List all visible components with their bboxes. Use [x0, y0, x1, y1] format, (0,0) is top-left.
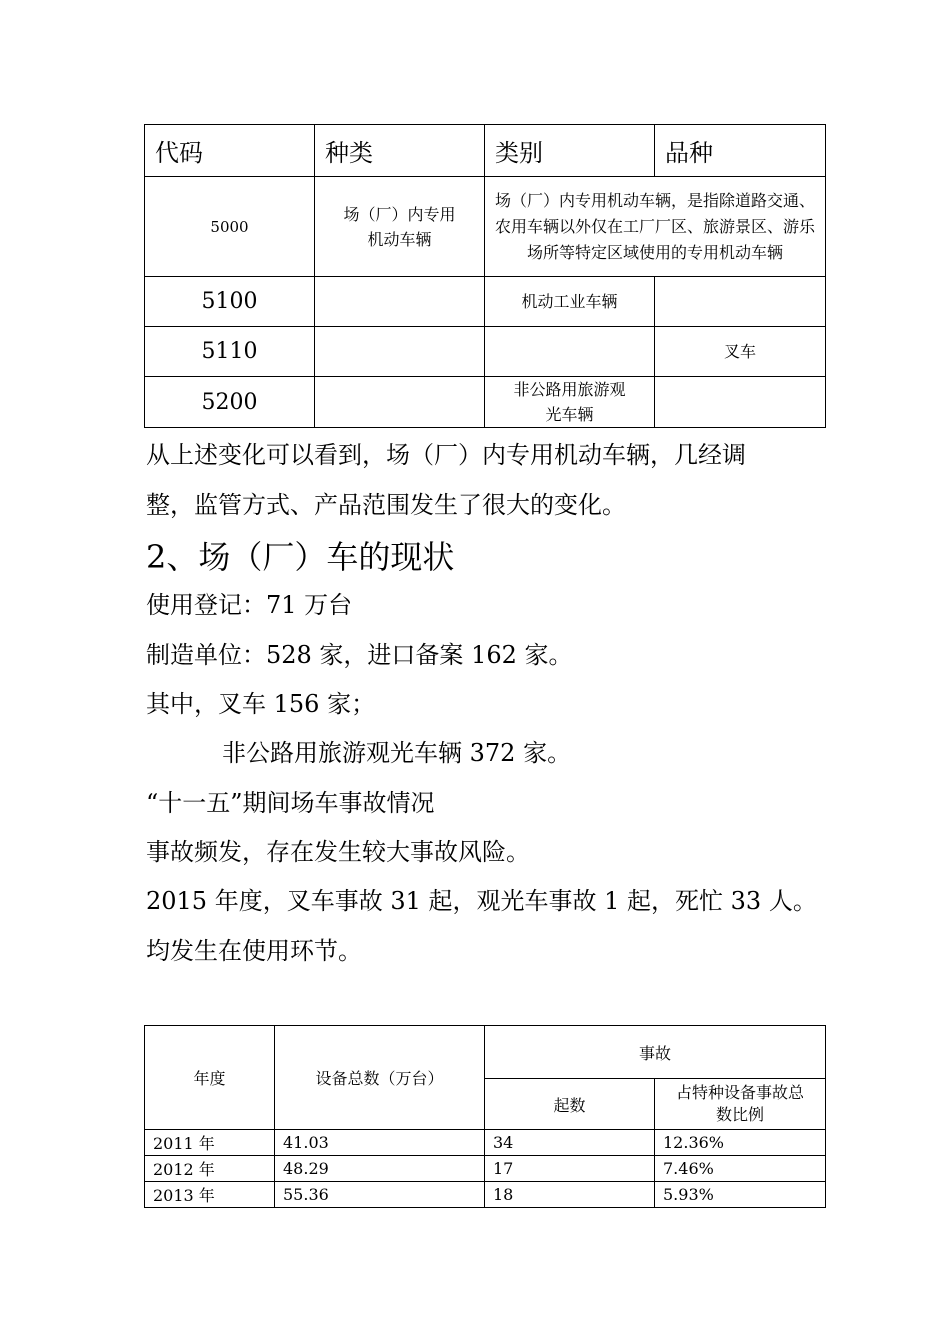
header-category: 类别 [485, 125, 655, 177]
cell-count: 18 [485, 1182, 655, 1208]
usage-line: 均发生在使用环节。 [146, 937, 362, 965]
cell-ratio: 5.93% [655, 1182, 826, 1208]
table-row [145, 177, 826, 277]
cell-year: 2013 年 [145, 1182, 275, 1208]
table-row [145, 1182, 826, 1208]
cell-kind [315, 277, 485, 327]
header-accident: 事故 [485, 1026, 826, 1079]
cell-year: 2012 年 [145, 1156, 275, 1182]
forklift-line: 其中，叉车 156 家； [146, 690, 376, 718]
paragraph-line: 整，监管方式、产品范围发生了很大的变化。 [146, 491, 626, 519]
cell-count: 34 [485, 1130, 655, 1156]
tour-vehicle-line: 非公路用旅游观光车辆 372 家。 [222, 739, 572, 767]
manufacturer-line: 制造单位：528 家，进口备案 162 家。 [146, 641, 573, 669]
cell-variety [655, 377, 826, 428]
header-ratio: 占特种设备事故总数比例 [655, 1079, 826, 1130]
cell-total: 48.29 [275, 1156, 485, 1182]
table-row [145, 1130, 826, 1156]
year-2015-line: 2015 年度，叉车事故 31 起，观光车事故 1 起，死忙 33 人。 [146, 887, 817, 915]
cell-code: 5110 [145, 327, 315, 377]
paragraph-line: 从上述变化可以看到，场（厂）内专用机动车辆，几经调 [146, 441, 746, 469]
cell-total: 55.36 [275, 1182, 485, 1208]
header-kind: 种类 [315, 125, 485, 177]
cell-kind [315, 377, 485, 428]
cell-code: 5200 [145, 377, 315, 428]
accident-table [144, 1025, 826, 1208]
cell-year: 2011 年 [145, 1130, 275, 1156]
cell-kind [315, 327, 485, 377]
cell-kind: 场（厂）内专用机动车辆 [315, 177, 485, 277]
registration-line: 使用登记：71 万台 [146, 591, 353, 619]
table-row [145, 277, 826, 327]
table-header-row [145, 1026, 826, 1079]
table-header-row [145, 125, 826, 177]
header-code: 代码 [145, 125, 315, 177]
cell-category: 非公路用旅游观光车辆 [485, 377, 655, 428]
table-row [145, 327, 826, 377]
cell-code: 5100 [145, 277, 315, 327]
cell-total: 41.03 [275, 1130, 485, 1156]
header-year: 年度 [145, 1026, 275, 1130]
header-variety: 品种 [655, 125, 826, 177]
cell-ratio: 12.36% [655, 1130, 826, 1156]
cell-category [485, 327, 655, 377]
header-count: 起数 [485, 1079, 655, 1130]
cell-code: 5000 [145, 177, 315, 277]
risk-line: 事故频发，存在发生较大事故风险。 [146, 838, 530, 866]
table-row [145, 377, 826, 428]
cell-count: 17 [485, 1156, 655, 1182]
vehicle-code-table [144, 124, 826, 428]
table-row [145, 1156, 826, 1182]
section-heading: 2、场（厂）车的现状 [146, 538, 455, 576]
period-line: “十一五”期间场车事故情况 [146, 789, 435, 817]
cell-variety: 叉车 [655, 327, 826, 377]
cell-category: 机动工业车辆 [485, 277, 655, 327]
cell-ratio: 7.46% [655, 1156, 826, 1182]
cell-variety [655, 277, 826, 327]
header-total: 设备总数（万台） [275, 1026, 485, 1130]
cell-category: 场（厂）内专用机动车辆，是指除道路交通、农用车辆以外仅在工厂厂区、旅游景区、游乐场所等特定区域使用的专用机动车辆 [485, 177, 826, 277]
